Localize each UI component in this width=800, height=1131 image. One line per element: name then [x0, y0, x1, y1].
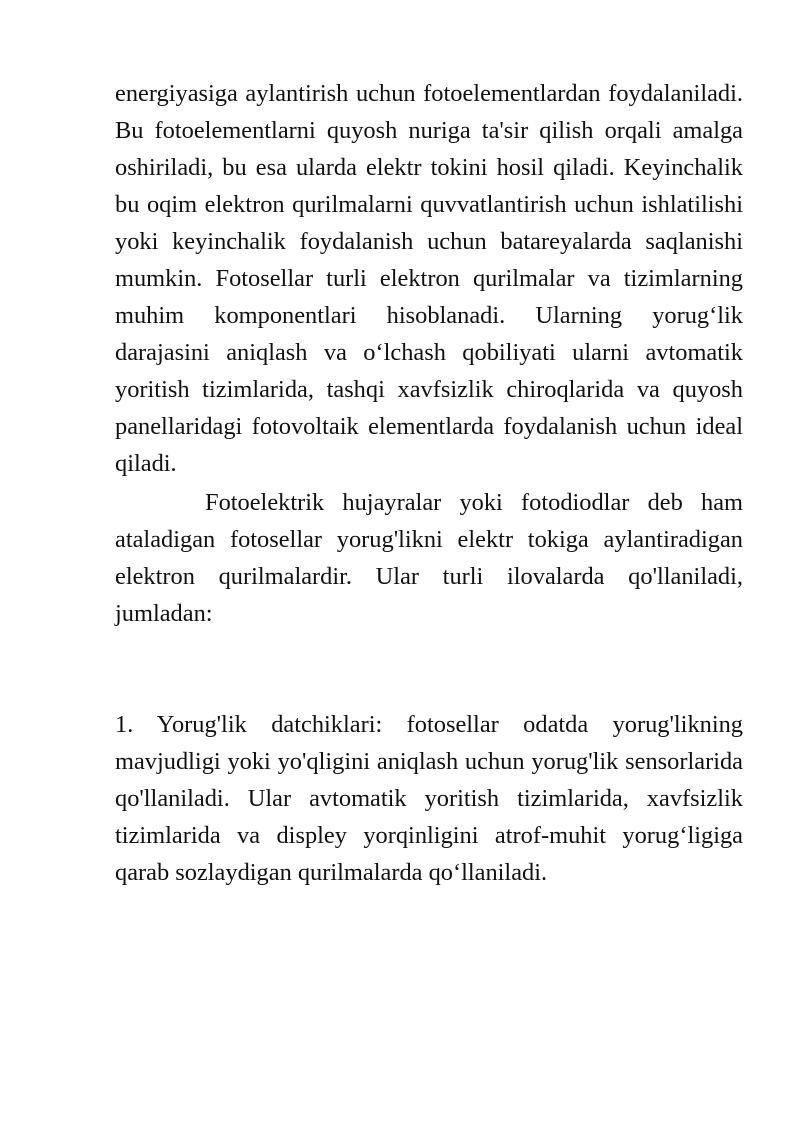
paragraph-photoelements: energiyasiga aylantirish uchun fotoelementlardan foydalaniladi. Bu fotoelementlarni quyosh nuriga ta'sir qilish orqali amalga oshiriladi, bu esa ularda elektr tokini hosil qiladi. Keyinchalik bu oqim elektron qurilmalarni quvvatlantirish uchun ishlatilishi yoki keyinchalik foydalanish uchun batareyalarda saqlanishi mumkin. Fotosellar turli elektron qurilmalar va tizimlarning muhim komponentlari hisoblanadi. Ularning yorug‘lik darajasini aniqlash va o‘lchash qobiliyati ularni avtomatik yoritish tizimlarida, tashqi xavfsizlik chiroqlarida va quyosh panellaridagi fotovoltaik elementlarda foydalanish uchun ideal qiladi. [115, 80, 743, 477]
paragraph-photocells-intro: Fotoelektrik hujayralar yoki fotodiodlar deb ham ataladigan fotosellar yorug'likni elektr tokiga aylantiradigan elektron qurilmalardir. Ular turli ilovalarda qo'llaniladi, jumladan: [115, 489, 743, 627]
list-item-light-sensors: 1. Yorug'lik datchiklari: fotosellar odatda yorug'likning mavjudligi yoki yo'qligini aniqlash uchun yorug'lik sensorlarida qo'llaniladi. Ular avtomatik yoritish tizimlarida, xavfsizlik tizimlarida va displey yorqinligini atrof-muhit yorug‘ligiga qarab sozlaydigan qurilmalarda qo‘llaniladi. [115, 711, 743, 886]
document-body [115, 75, 743, 891]
